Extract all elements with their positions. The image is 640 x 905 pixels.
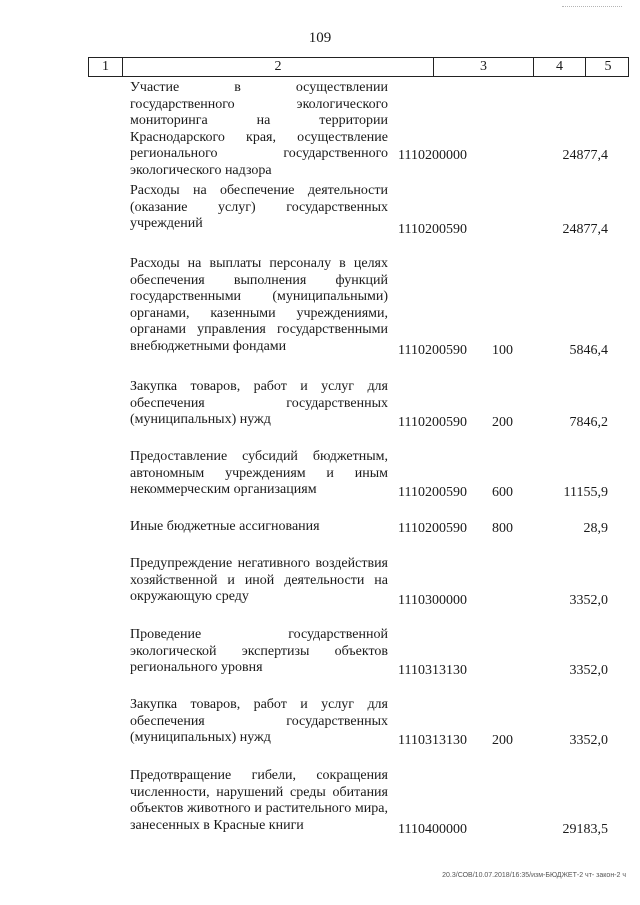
row-expense-type: 600 — [492, 485, 513, 500]
table-row — [0, 627, 640, 679]
table-row — [0, 768, 640, 838]
row-description: Расходы на обеспечение деятельности (оказание услуг) государственных учреждений — [130, 183, 388, 231]
row-code: 1110200590 — [398, 222, 467, 237]
row-description: Закупка товаров, работ и услуг для обеспечения государственных (муниципальных) нужд — [130, 379, 388, 427]
column-header-2: 2 — [123, 58, 434, 76]
corner-mark — [562, 6, 622, 13]
row-code: 1110200590 — [398, 343, 467, 358]
row-expense-type: 100 — [492, 343, 513, 358]
row-description: Предотвращение гибели, сокращения численности, нарушений среды обитания объектов животного и растительного мира, занесенных в Красные книги — [130, 768, 388, 833]
row-amount: 7846,2 — [569, 415, 608, 430]
row-description: Участие в осуществлении государственного экологического мониторинга на территории Краснодарского края, осуществление регионального государственного экологического надзора — [130, 80, 388, 178]
row-amount: 24877,4 — [562, 148, 608, 163]
page-number: 109 — [308, 30, 332, 46]
row-amount: 3352,0 — [569, 733, 608, 748]
row-amount: 11155,9 — [563, 485, 608, 500]
row-description: Предоставление субсидий бюджетным, автономным учреждениям и иным некоммерческим организациям — [130, 449, 388, 497]
row-description: Предупреждение негативного воздействия хозяйственной и иной деятельности на окружающую среду — [130, 556, 388, 604]
table-row — [0, 556, 640, 609]
footer-file-note: 20.3/СОВ/10.07.2018/16:35/изм-БЮДЖЕТ-2 чт- закон-2 ч — [442, 872, 626, 879]
table-row — [0, 697, 640, 749]
row-amount: 28,9 — [583, 521, 608, 536]
table-row — [0, 183, 640, 238]
row-description: Расходы на выплаты персоналу в целях обеспечения выполнения функций государственными (муниципальными) органами, казенными учреждениями, органами управления государственными внебюджетными фондами — [130, 256, 388, 354]
table-row — [0, 256, 640, 359]
column-header-5: 5 — [604, 59, 612, 74]
row-amount: 29183,5 — [562, 822, 608, 837]
table-header — [88, 57, 629, 77]
row-description: Проведение государственной экологической экспертизы объектов регионального уровня — [130, 627, 388, 675]
row-code: 1110400000 — [398, 822, 467, 837]
row-amount: 3352,0 — [569, 593, 608, 608]
row-description: Закупка товаров, работ и услуг для обеспечения государственных (муниципальных) нужд — [130, 697, 388, 745]
row-description: Иные бюджетные ассигнования — [130, 519, 320, 534]
row-code: 1110200590 — [398, 415, 467, 430]
row-expense-type: 800 — [492, 521, 513, 536]
row-code: 1110200590 — [398, 485, 467, 500]
row-amount: 24877,4 — [562, 222, 608, 237]
table-row — [0, 80, 640, 178]
row-code: 1110200000 — [398, 148, 467, 163]
table-row — [0, 449, 640, 501]
row-code: 1110313130 — [398, 733, 467, 748]
row-code: 1110200590 — [398, 521, 467, 536]
row-code: 1110313130 — [398, 663, 467, 678]
row-expense-type: 200 — [492, 733, 513, 748]
row-code: 1110300000 — [398, 593, 467, 608]
column-header-3: 3 — [434, 58, 534, 76]
column-header-1: 1 — [89, 58, 123, 76]
row-amount: 5846,4 — [569, 343, 608, 358]
table-row — [0, 519, 640, 537]
row-expense-type: 200 — [492, 415, 513, 430]
column-header-4: 4 — [534, 58, 586, 76]
row-amount: 3352,0 — [569, 663, 608, 678]
table-row — [0, 379, 640, 431]
